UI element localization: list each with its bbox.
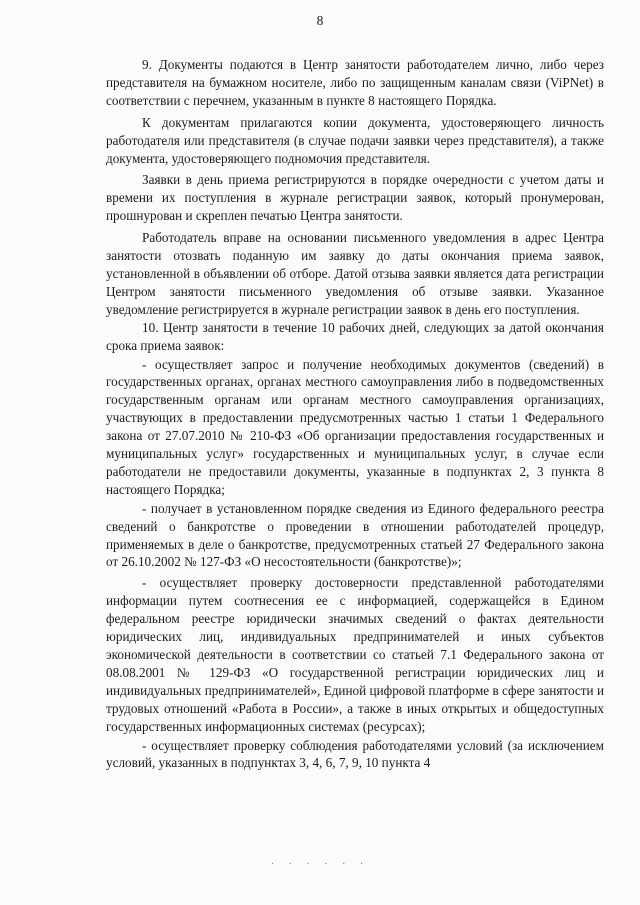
paragraph-registration: Заявки в день приема регистрируются в порядке очередности с учетом даты и времени их поступления в журнале регистрации заявок, который пронумерован, прошнурован и скреплен печатью Центра занятости.: [106, 172, 604, 224]
bullet-request-documents: - осуществляет запрос и получение необходимых документов (сведений) в государственных органах, органах местного самоуправления либо в подведомственных государственным органам или органам местного самоуправления организациях, участвующих в предоставлении предусмотренных частью 1 статьи 1 Федерального закона от 27.07.2010 № 210-ФЗ «Об организации предоставления государственных и муниципальных услуг» государственных и муниципальных услуг, в случае если работодатели не предоставили документы, указанные в подпунктах 2, 3 пункта 8 настоящего Порядка;: [106, 356, 604, 497]
bullet-verify-information: - осуществляет проверку достоверности представленной работодателями информации путем соотнесения ее с информацией, содержащейся в Едином федеральном реестре юридически значимых сведений о фактах деятельности юридических лиц, индивидуальных предпринимателей и иных субъектов экономической деятельности в соответствии со статьей 7.1 Федерального закона от 08.08.2001 № 129-ФЗ «О государственной регистрации юридических лиц и индивидуальных предпринимателей», Единой цифровой платформе в сфере занятости и трудовых отношений «Работа в России», а также в иных открытых и общедоступных государственных информационных системах (ресурсах);: [106, 575, 604, 734]
paragraph-item-9: 9. Документы подаются в Центр занятости работодателем лично, либо через представителя на бумажном носителе, либо по защищенным каналам связи (ViPNet) в соответствии с перечнем, указанным в пункте 8 настоящего Порядка.: [106, 57, 604, 108]
paragraph-withdrawal: Работодатель вправе на основании письменного уведомления в адрес Центра занятости отозвать поданную им заявку до даты окончания приема заявок, установленной в объявлении об отборе. Датой отзыва заявки является дата регистрации Центром занятости письменного уведомления об отзыве заявки. Указанное уведомление регистрируется в журнале регистрации заявок в день его поступления.: [106, 230, 604, 317]
paragraph-item-10: 10. Центр занятости в течение 10 рабочих дней, следующих за датой окончания срока приема заявок:: [106, 319, 604, 353]
bullet-check-conditions: - осуществляет проверку соблюдения работодателями условий (за исключением условий, указанных в подпунктах 3, 4, 6, 7, 9, 10 пункта 4: [106, 737, 604, 771]
paragraph-attachments: К документам прилагаются копии документа, удостоверяющего личность работодателя или представителя (в случае подачи заявки через представителя), а также документа, удостоверяющего подномочия представителя.: [106, 114, 604, 166]
bullet-bankruptcy-registry: - получает в установленном порядке сведения из Единого федерального реестра сведений о банкротстве о проведении в отношении работодателей процедур, применяемых в деле о банкротстве, предусмотренных статьей 27 Федерального закона от 26.10.2002 № 127-ФЗ «О несостоятельности (банкротстве)»;: [106, 500, 604, 570]
page-number: 8: [316, 13, 324, 28]
scan-artifact: · · · · · ·: [270, 859, 370, 870]
